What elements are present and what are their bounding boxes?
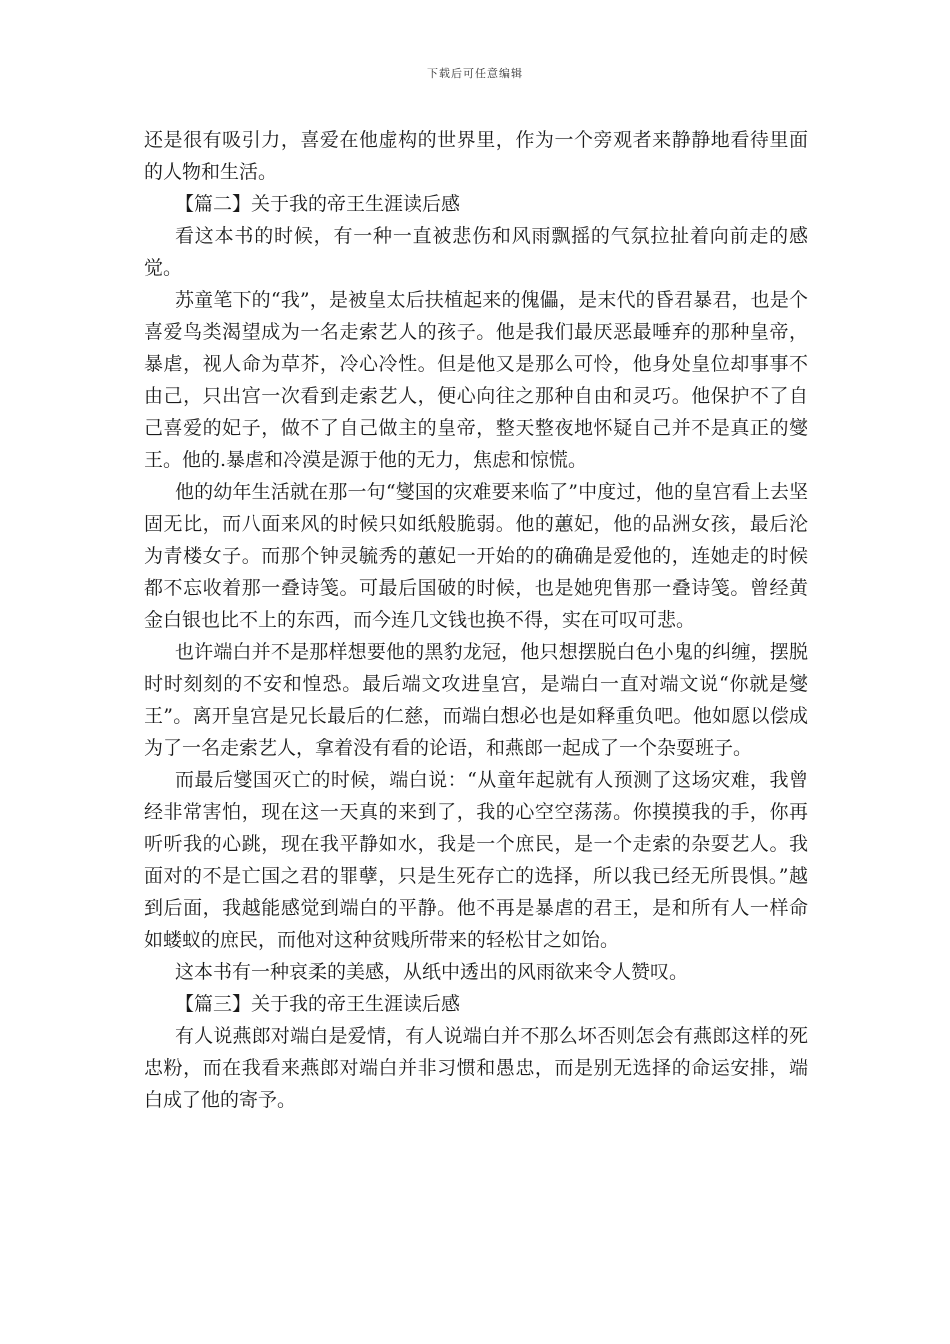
paragraph-continued: 还是很有吸引力，喜爱在他虚构的世界里，作为一个旁观者来静静地看待里面的人物和生活。 xyxy=(144,129,808,183)
document-body xyxy=(144,124,808,1116)
section-heading-2: 【篇二】关于我的帝王生涯读后感 xyxy=(175,193,461,215)
paragraph: 苏童笔下的“我”，是被皇太后扶植起来的傀儡，是末代的昏君暴君，也是个喜爱鸟类渴望成为一名走索艺人的孩子。他是我们最厌恶最唾弃的那种皇帝，暴虐，视人命为草芥，冷心冷性。但是他又是那么可怜，他身处皇位却事事不由己，只出宫一次看到走索艺人，便心向往之那种自由和灵巧。他保护不了自己喜爱的妃子，做不了自己做主的皇帝，整天整夜地怀疑自己并不是真正的燮王。他的.暴虐和冷漠是源于他的无力，焦虑和惊慌。 xyxy=(144,289,808,471)
paragraph: 这本书有一种哀柔的美感，从纸中透出的风雨欲来令人赞叹。 xyxy=(175,961,689,983)
paragraph: 有人说燕郎对端白是爱情，有人说端白并不那么坏否则怎会有燕郎这样的死忠粉，而在我看来燕郎对端白并非习惯和愚忠，而是别无选择的命运安排，端白成了他的寄予。 xyxy=(144,1025,808,1111)
paragraph: 而最后燮国灭亡的时候，端白说：“从童年起就有人预测了这场灾难，我曾经非常害怕，现在这一天真的来到了，我的心空空荡荡。你摸摸我的手，你再听听我的心跳，现在我平静如水，我是一个庶民，是一个走索的杂耍艺人。我面对的不是亡国之君的罪孽，只是生死存亡的选择，所以我已经无所畏惧。”越到后面，我越能感觉到端白的平静。他不再是暴虐的君王，是和所有人一样命如蝼蚁的庶民，而他对这种贫贱所带来的轻松甘之如饴。 xyxy=(144,769,808,951)
page-header: 下载后可任意编辑 xyxy=(427,67,523,80)
paragraph: 他的幼年生活就在那一句“燮国的灾难要来临了”中度过，他的皇宫看上去坚固无比，而八面来风的时候只如纸般脆弱。他的蕙妃，他的品洲女孩，最后沦为青楼女子。而那个钟灵毓秀的蕙妃一开始的的确确是爱他的，连她走的时候都不忘收着那一叠诗笺。可最后国破的时候，也是她兜售那一叠诗笺。曾经黄金白银也比不上的东西，而今连几文钱也换不得，实在可叹可悲。 xyxy=(144,481,808,631)
paragraph: 也许端白并不是那样想要他的黑豹龙冠，他只想摆脱白色小鬼的纠缠，摆脱时时刻刻的不安和惶恐。最后端文攻进皇宫，是端白一直对端文说“你就是燮王”。离开皇宫是兄长最后的仁慈，而端白想必也是如释重负吧。他如愿以偿成为了一名走索艺人，拿着没有看的论语，和燕郎一起成了一个杂耍班子。 xyxy=(144,641,808,759)
section-heading-3: 【篇三】关于我的帝王生涯读后感 xyxy=(175,993,461,1015)
paragraph: 看这本书的时候，有一种一直被悲伤和风雨飘摇的气氛拉扯着向前走的感觉。 xyxy=(144,225,808,279)
